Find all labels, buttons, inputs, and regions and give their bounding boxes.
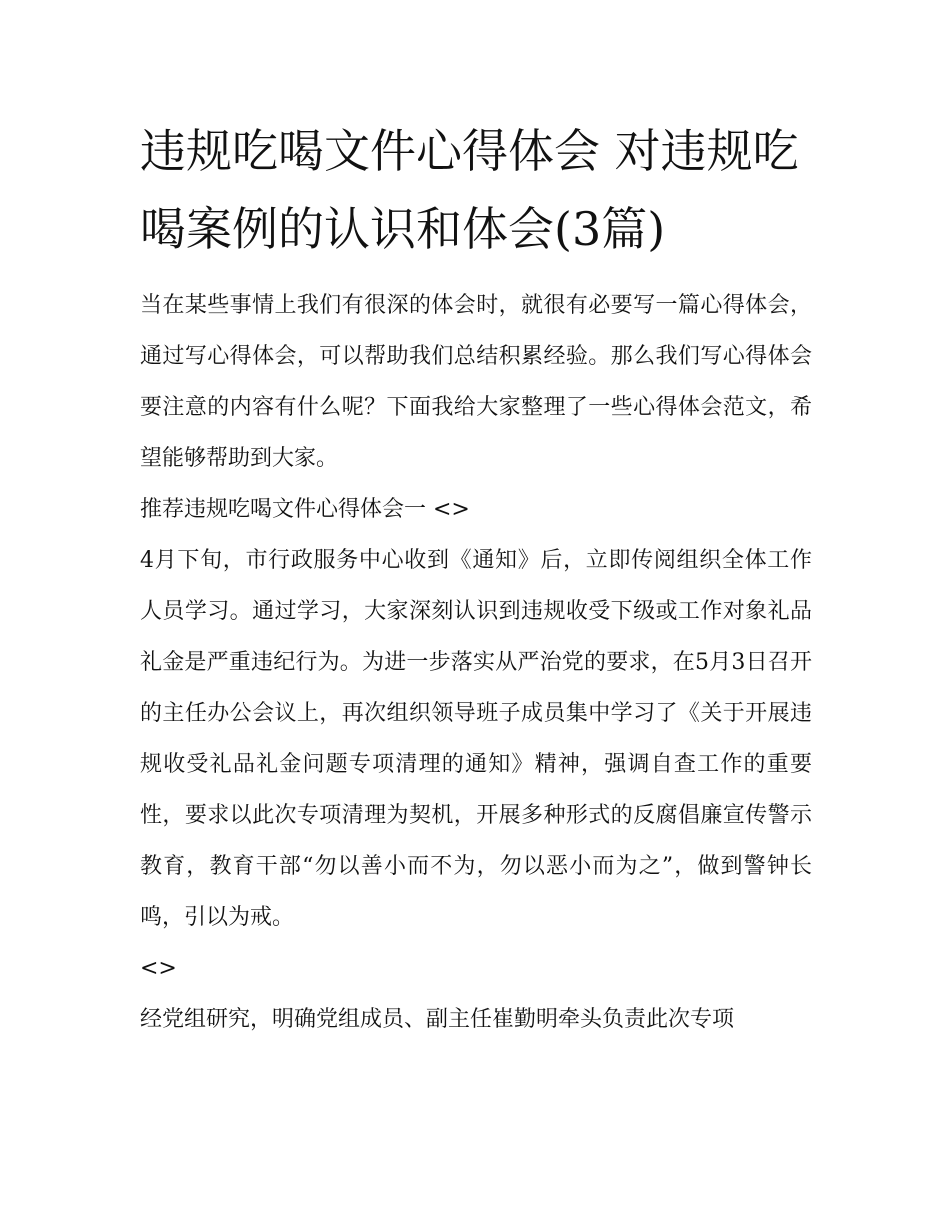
- paragraph-intro: 当在某些事情上我们有很深的体会时，就很有必要写一篇心得体会，通过写心得体会，可以帮助我们总结积累经验。那么我们写心得体会要注意的内容有什么呢？下面我给大家整理了一些心得体会范文，希望能够帮助到大家。: [140, 293, 812, 471]
- document-page: [140, 112, 812, 1045]
- paragraph-separator: <>: [140, 956, 177, 981]
- document-body: [140, 280, 812, 1045]
- document-title: 违规吃喝文件心得体会 对违规吃喝案例的认识和体会(3篇): [140, 124, 799, 256]
- paragraph-heading-one: 推荐违规吃喝文件心得体会一 <>: [140, 497, 470, 522]
- paragraph-main: 4月下旬，市行政服务中心收到《通知》后，立即传阅组织全体工作人员学习。通过学习，大家深刻认识到违规收受下级或工作对象礼品礼金是严重违纪行为。为进一步落实从严治党的要求，在5月3日召开的主任办公会议上，再次组织领导班子成员集中学习了《关于开展违规收受礼品礼金问题专项清理的通知》精神，强调自查工作的重要性，要求以此次专项清理为契机，开展多种形式的反腐倡廉宣传警示教育，教育干部“勿以善小而不为，勿以恶小而为之”，做到警钟长鸣，引以为戒。: [140, 548, 812, 930]
- paragraph-continued: 经党组研究，明确党组成员、副主任崔勤明牵头负责此次专项: [140, 1007, 735, 1032]
